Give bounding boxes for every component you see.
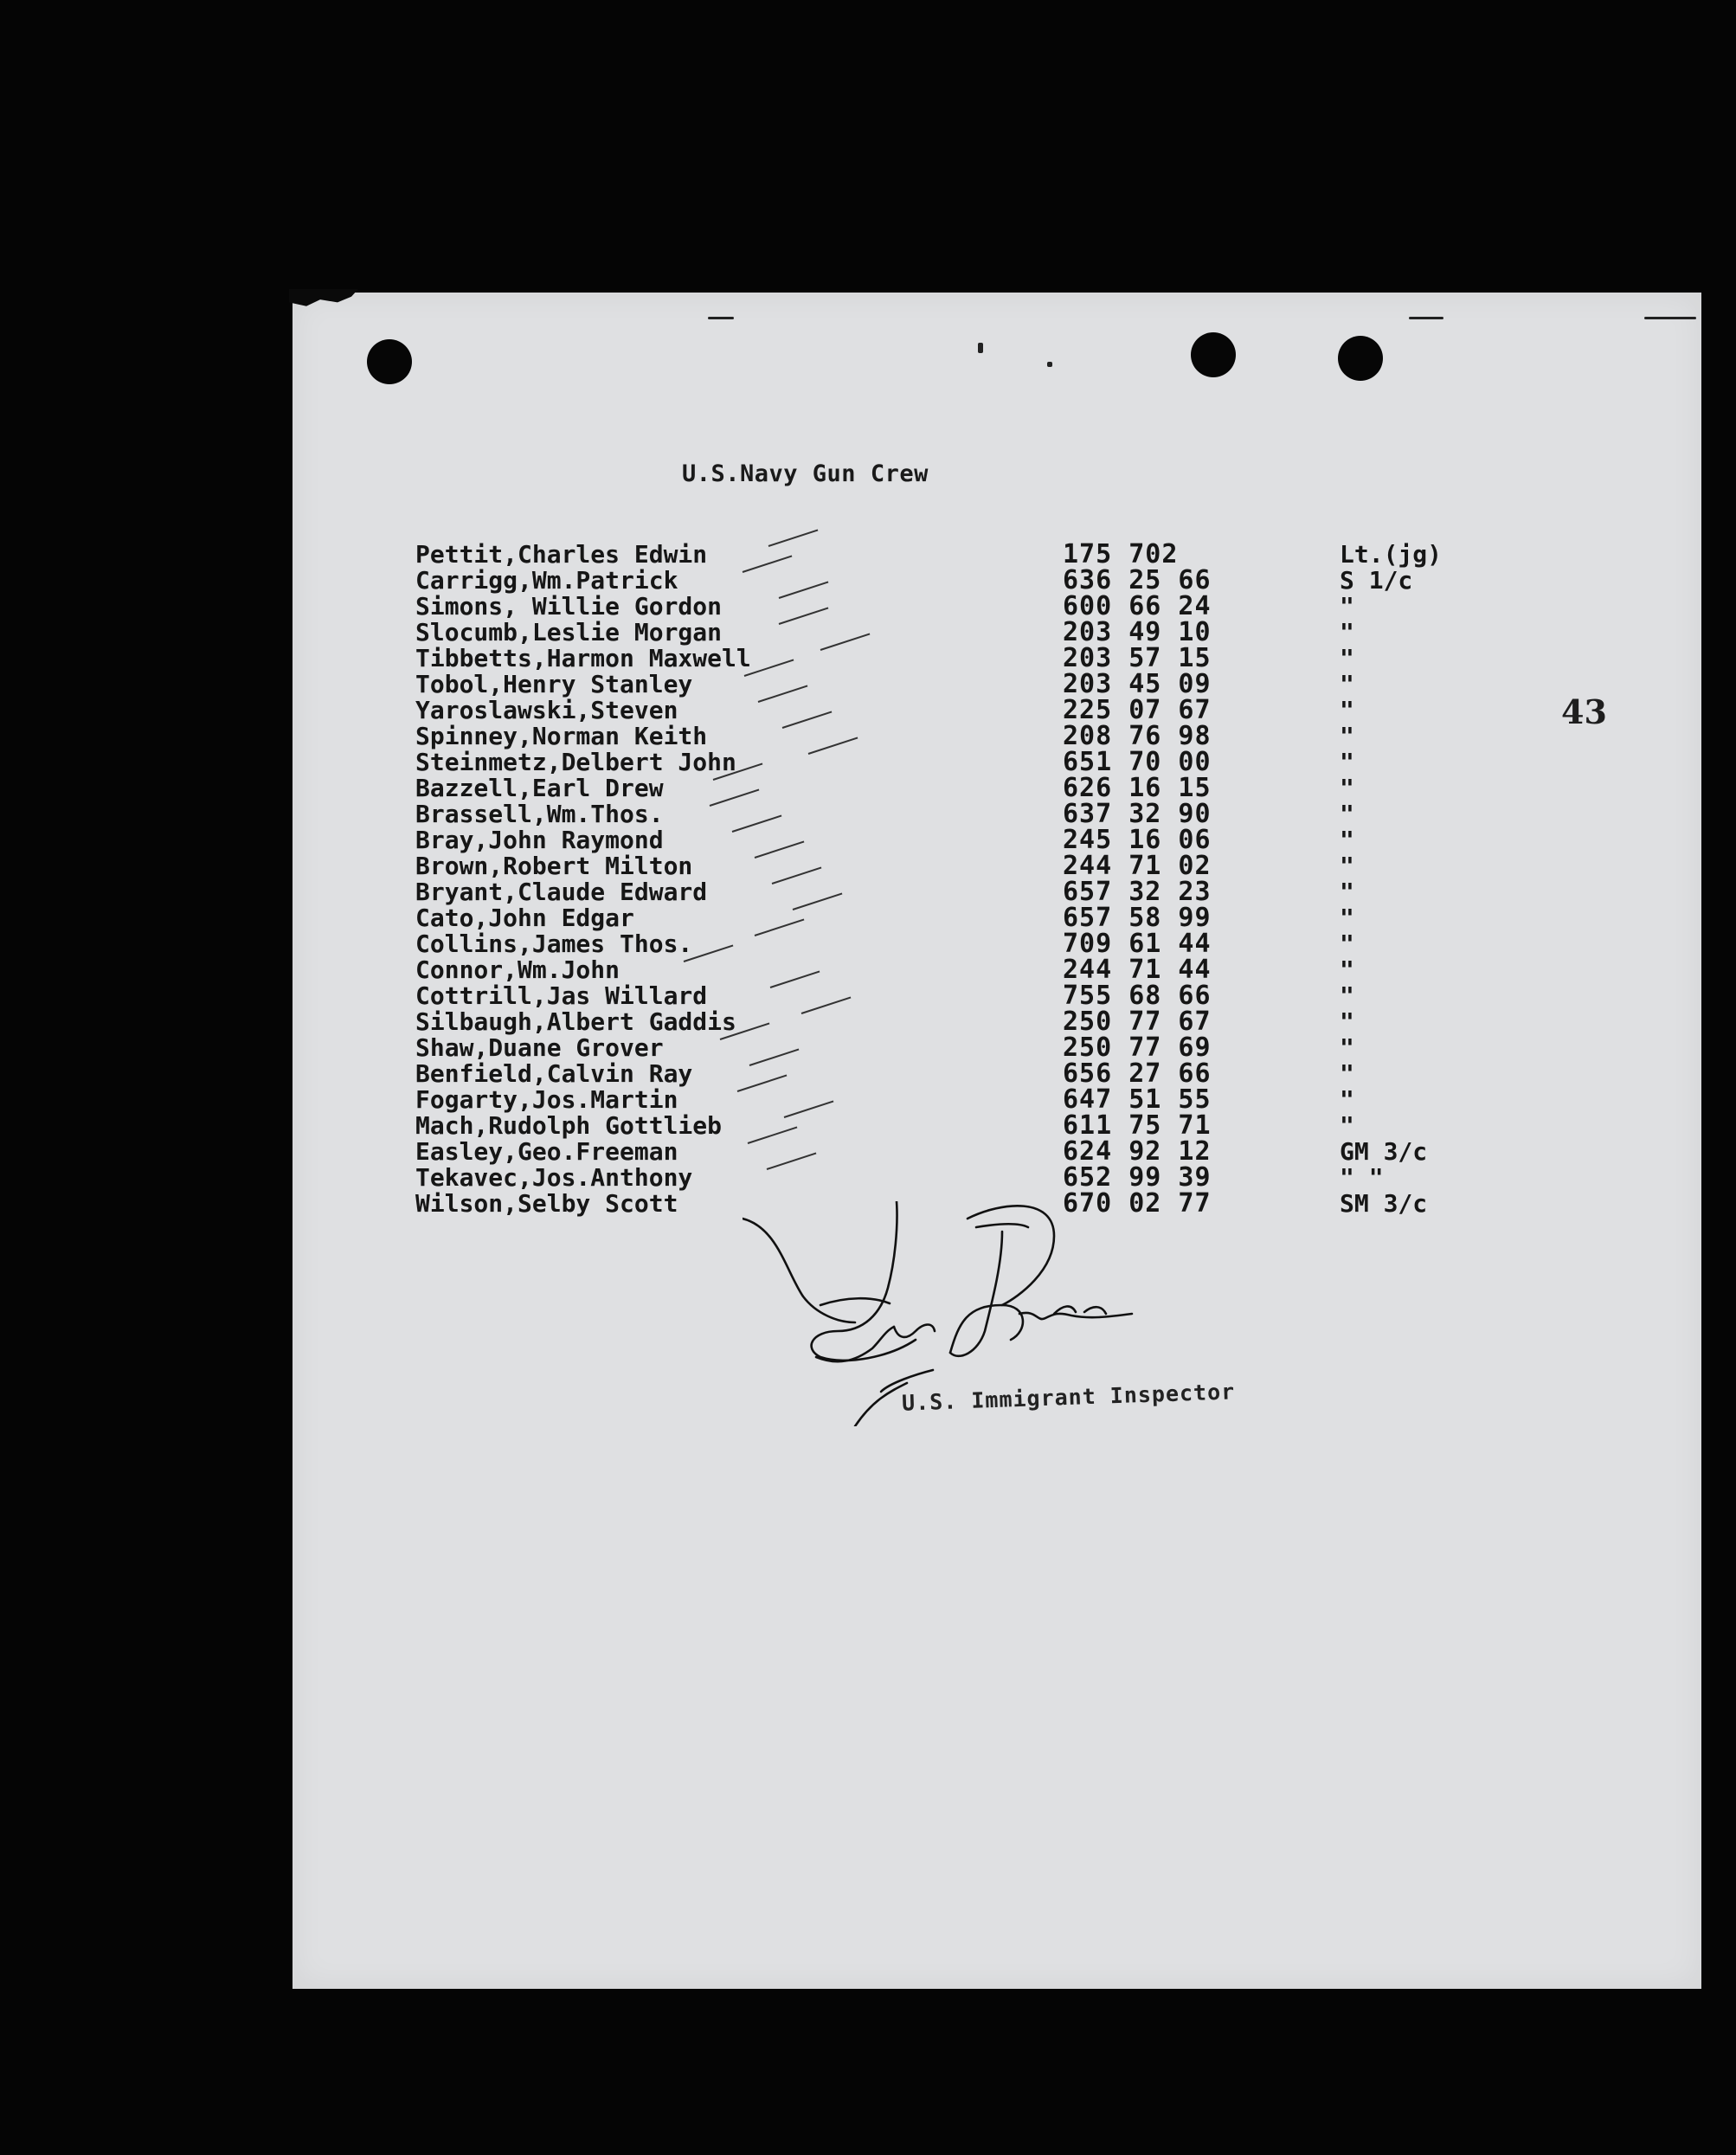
- crew-rank: ": [1340, 1007, 1354, 1036]
- crew-name: Tobol,Henry Stanley: [415, 670, 693, 698]
- crew-row: [415, 1032, 1540, 1063]
- crew-rank: ": [1340, 800, 1354, 828]
- crew-rank: " ": [1340, 1163, 1384, 1192]
- crew-number: 203 49 10: [1063, 617, 1212, 647]
- crew-name: Wilson,Selby Scott: [415, 1189, 678, 1218]
- punch-hole-right: [1338, 336, 1383, 381]
- crew-number: 656 27 66: [1063, 1058, 1212, 1089]
- crew-number: 637 32 90: [1063, 799, 1212, 829]
- crew-rank: ": [1340, 1033, 1354, 1062]
- speck: [708, 317, 734, 319]
- crew-rank: ": [1340, 670, 1354, 698]
- crew-name: Shaw,Duane Grover: [415, 1033, 664, 1062]
- crew-name: Carrigg,Wm.Patrick: [415, 566, 678, 595]
- crew-rank: SM 3/c: [1340, 1189, 1428, 1218]
- crew-name: Yaroslawski,Steven: [415, 696, 678, 724]
- crew-row: [415, 957, 1540, 983]
- document-title: U.S.Navy Gun Crew: [682, 460, 929, 487]
- crew-number: 636 25 66: [1063, 565, 1212, 595]
- crew-rank: ": [1340, 618, 1354, 646]
- crew-row: [415, 565, 1540, 595]
- crew-row: [415, 853, 1540, 879]
- crew-number: 657 32 23: [1063, 877, 1212, 907]
- crew-name: Fogarty,Jos.Martin: [415, 1085, 678, 1114]
- crew-row: [415, 695, 1540, 725]
- crew-row: [415, 905, 1540, 931]
- crew-row: [415, 775, 1540, 801]
- crew-row: [415, 801, 1540, 827]
- crew-rank: S 1/c: [1340, 566, 1413, 595]
- crew-rank: ": [1340, 955, 1354, 984]
- crew-rank: ": [1340, 878, 1354, 906]
- crew-rank: GM 3/c: [1340, 1137, 1428, 1166]
- torn-corner: [289, 289, 358, 308]
- crew-number: 647 51 55: [1063, 1084, 1212, 1115]
- crew-row: [415, 827, 1540, 853]
- crew-row: [415, 591, 1540, 621]
- crew-row: [415, 721, 1540, 751]
- crew-name: Steinmetz,Delbert John: [415, 748, 736, 776]
- crew-number: 600 66 24: [1063, 591, 1212, 621]
- crew-number: 208 76 98: [1063, 721, 1212, 751]
- crew-number: 651 70 00: [1063, 747, 1212, 777]
- page-number: 43: [1561, 692, 1607, 731]
- crew-rank: ": [1340, 592, 1354, 621]
- crew-name: Connor,Wm.John: [415, 955, 620, 984]
- crew-number: 250 77 69: [1063, 1032, 1212, 1063]
- crew-rank: ": [1340, 930, 1354, 958]
- crew-name: Slocumb,Leslie Morgan: [415, 618, 723, 646]
- crew-name: Bryant,Claude Edward: [415, 878, 708, 906]
- crew-number: 652 99 39: [1063, 1162, 1212, 1193]
- crew-rank: ": [1340, 1085, 1354, 1114]
- crew-row: [415, 539, 1540, 569]
- crew-name: Pettit,Charles Edwin: [415, 540, 708, 569]
- crew-row: [415, 1136, 1540, 1167]
- crew-rank: Lt.(jg): [1340, 540, 1443, 569]
- crew-number: 626 16 15: [1063, 773, 1212, 803]
- crew-name: Brown,Robert Milton: [415, 852, 693, 880]
- crew-row: [415, 1058, 1540, 1089]
- crew-number: 755 68 66: [1063, 981, 1212, 1011]
- crew-number: 175 702: [1063, 539, 1179, 569]
- check-mark: [768, 530, 819, 547]
- crew-name: Tibbetts,Harmon Maxwell: [415, 644, 751, 672]
- crew-number: 657 58 99: [1063, 903, 1212, 933]
- crew-rank: ": [1340, 904, 1354, 932]
- crew-list: [415, 539, 1540, 1219]
- crew-name: Cottrill,Jas Willard: [415, 981, 708, 1010]
- paper-sheet: [293, 293, 1701, 1989]
- crew-number: 624 92 12: [1063, 1136, 1212, 1167]
- crew-row: [415, 1009, 1540, 1035]
- crew-name: Brassell,Wm.Thos.: [415, 800, 664, 828]
- crew-row: [415, 1162, 1540, 1193]
- speck: [1047, 362, 1052, 367]
- crew-rank: ": [1340, 696, 1354, 724]
- inspector-label: U.S. Immigrant Inspector: [901, 1379, 1236, 1416]
- crew-number: 670 02 77: [1063, 1188, 1212, 1219]
- crew-row: [415, 643, 1540, 673]
- crew-name: Cato,John Edgar: [415, 904, 634, 932]
- crew-row: [415, 617, 1540, 647]
- crew-number: 244 71 02: [1063, 851, 1212, 881]
- crew-name: Mach,Rudolph Gottlieb: [415, 1111, 723, 1140]
- crew-name: Bazzell,Earl Drew: [415, 774, 664, 802]
- crew-number: 203 45 09: [1063, 669, 1212, 699]
- crew-number: 225 07 67: [1063, 695, 1212, 725]
- speck: [1409, 317, 1443, 319]
- crew-row: [415, 1084, 1540, 1115]
- punch-hole-left: [367, 339, 412, 384]
- crew-rank: ": [1340, 748, 1354, 776]
- crew-row: [415, 931, 1540, 957]
- crew-name: Tekavec,Jos.Anthony: [415, 1163, 693, 1192]
- crew-name: Silbaugh,Albert Gaddis: [415, 1007, 736, 1036]
- crew-rank: ": [1340, 1059, 1354, 1088]
- crew-rank: ": [1340, 852, 1354, 880]
- crew-name: Bray,John Raymond: [415, 826, 664, 854]
- punch-hole-middle: [1191, 332, 1236, 377]
- crew-name: Simons, Willie Gordon: [415, 592, 723, 621]
- crew-number: 611 75 71: [1063, 1110, 1212, 1141]
- crew-row: [415, 1110, 1540, 1141]
- crew-rank: ": [1340, 644, 1354, 672]
- crew-number: 244 71 44: [1063, 955, 1212, 985]
- crew-rank: ": [1340, 981, 1354, 1010]
- crew-rank: ": [1340, 774, 1354, 802]
- speck: [1644, 317, 1696, 319]
- crew-name: Easley,Geo.Freeman: [415, 1137, 678, 1166]
- crew-row: [415, 669, 1540, 699]
- crew-row: [415, 879, 1540, 905]
- crew-rank: ": [1340, 826, 1354, 854]
- crew-row: [415, 983, 1540, 1009]
- crew-rank: ": [1340, 1111, 1354, 1140]
- crew-row: [415, 749, 1540, 775]
- crew-number: 250 77 67: [1063, 1007, 1212, 1037]
- crew-name: Benfield,Calvin Ray: [415, 1059, 693, 1088]
- crew-name: Collins,James Thos.: [415, 930, 693, 958]
- crew-rank: ": [1340, 722, 1354, 750]
- crew-number: 245 16 06: [1063, 825, 1212, 855]
- crew-number: 203 57 15: [1063, 643, 1212, 673]
- speck: [978, 343, 983, 353]
- crew-name: Spinney,Norman Keith: [415, 722, 708, 750]
- crew-number: 709 61 44: [1063, 929, 1212, 959]
